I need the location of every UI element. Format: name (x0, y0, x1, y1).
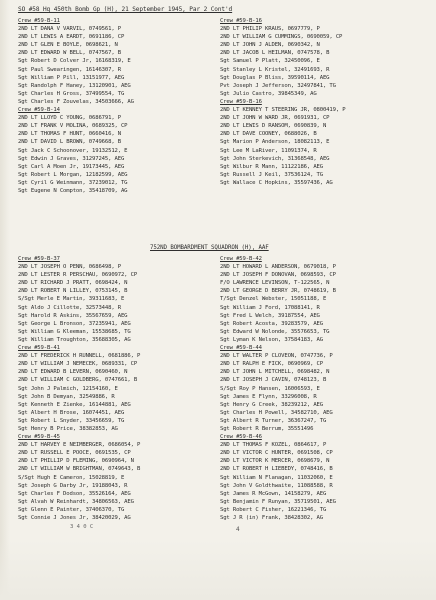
roster-entry: 2ND LT VICTOR C HUNTER, 0691508, CP (220, 450, 333, 457)
roster-entry: S/Sgt Merle E Martin, 39311683, E (18, 296, 125, 303)
roster-entry: 2ND LT PHILIP KRAUS, 0697779, P (220, 26, 320, 33)
roster-entry: 2ND LT VICTOR K MERCER, 0698679, N (220, 458, 330, 465)
roster-entry: Sgt John Sterkevich, 31368548, AEG (220, 155, 330, 162)
roster-entry: Sgt Douglas P Bliss, 39590114, AEG (220, 74, 330, 81)
roster-entry: Sgt Robert L Morgan, 12182599, AEG (18, 171, 128, 178)
roster-entry: Sgt J R (in) Frank, 38428302, AG (220, 515, 323, 521)
roster-entry: Sgt Charles F Zouvelas, 34503666, AG (18, 98, 134, 105)
roster-entry: S/Sgt Roy P Hansen, 16006593, E (220, 385, 320, 392)
roster-entry: Sgt Benjamin F Runyan, 35719501, AEG (220, 498, 336, 505)
stamp-mark: 3 4 0 C (70, 524, 94, 530)
roster-entry: Sgt Eugene N Compton, 35418709, AG (18, 187, 128, 194)
crew-heading: Crew #59-B-41 (18, 345, 60, 352)
crew-heading: Crew #59-B-16 (220, 98, 262, 105)
roster-entry: Sgt Robert D Colver Jr, 16168319, E (18, 58, 131, 65)
roster-entry: Sgt Samuel P Platt, 32450096, E (220, 58, 320, 65)
roster-entry: Sgt Charles F Dodson, 35526164, AEG (18, 490, 131, 497)
roster-entry: 2ND LT GLEN E BOYLE, 0698621, N (18, 42, 118, 49)
roster-entry: Sgt Marion P Anderson, 18082113, E (220, 139, 330, 146)
roster-entry: T/Sgt Denzel Webster, 15051188, E (220, 296, 327, 303)
left-column-top (18, 17, 214, 195)
squadron-title: 752ND BOMBARDMENT SQUADRON (H), AAF (150, 245, 269, 251)
roster-entry: Sgt Alvah W Reinhardt, 34806563, AEG (18, 498, 134, 505)
roster-entry: 2ND LT LLOYD C YOUNG, 0686791, P (18, 115, 121, 122)
crew-heading: Crew #59-B-37 (18, 256, 60, 262)
roster-entry: Sgt Aldo J Cillotte, 32573448, R (18, 304, 121, 311)
roster-entry: Sgt James R McGown, 14158279, AEG (220, 490, 327, 497)
roster-entry: 2ND LT RALPH E FICK, 0690969, CP (220, 361, 323, 368)
right-column-bottom (220, 255, 416, 522)
roster-entry: Sgt Robert Acosta, 39283579, AEG (220, 320, 323, 327)
roster-entry: 2ND LT JOSEPH F DONOVAN, 0698593, CP (220, 272, 336, 279)
roster-entry: Sgt William N Flanagan, 11032060, E (220, 474, 333, 481)
roster-entry: 2ND LT WILLIAM C GOLDBERG, 0747661, B (18, 377, 138, 384)
document-header: SO #58 Hq 450th Bomb Gp (H), 21 September 1945, Par 2 Cont'd (18, 6, 233, 13)
left-column-bottom (18, 255, 214, 522)
roster-entry: 2ND LT ROBERT N LILLEY, 0753145, B (18, 288, 128, 295)
roster-entry: Sgt Albert R Turner, 36367247, TG (220, 417, 327, 424)
roster-entry: 2ND LT JOSEPH J CAVIN, 0748123, B (220, 377, 327, 384)
roster-entry: Sgt Randolph F Haney, 13120901, AEG (18, 82, 131, 89)
roster-entry: Sgt George L Bronson, 37235941, AEG (18, 320, 131, 327)
roster-entry: 2ND LT WILLIAM W BRIGHTMAN, 0749643, B (18, 466, 141, 473)
roster-entry: 2ND LT LEWIS D RANSOM, 0690839, N (220, 123, 327, 130)
roster-entry: Sgt John B Demyan, 32549886, R (18, 393, 115, 400)
crew-heading: Crew #59-B-11 (18, 18, 60, 24)
roster-entry: 2ND LT JACOB L HEILMAN, 0747578, B (220, 50, 330, 57)
roster-entry: 2ND LT WALTER P CLOVEON, 0747736, P (220, 353, 333, 360)
roster-entry: Sgt Glenn E Painter, 37406370, TG (18, 506, 125, 513)
crew-heading: Crew #59-B-16 (220, 18, 262, 24)
roster-entry: 2ND LT ROBERT H LIEBEDY, 0748416, B (220, 466, 333, 473)
roster-entry: 2ND LT DANA V VARVIL, 0749561, P (18, 26, 121, 33)
roster-entry: F/O LAWRENCE LEVINSON, T-122565, N (220, 280, 330, 287)
roster-entry: Sgt Kenneth E Zienke, 16144881, AEG (18, 401, 131, 408)
roster-entry: Sgt John J Palmich, 12154160, E (18, 385, 118, 392)
roster-entry: Sgt Wilbur R Mann, 11122186, AEG (220, 163, 323, 170)
roster-entry: 2ND LT DAVID L BROWN, 0749668, B (18, 139, 121, 146)
roster-entry: Sgt Joseph G Darby Jr, 19188043, R (18, 482, 128, 489)
roster-entry: 2ND LT LESTER R PERSCHAU, 0690972, CP (18, 272, 138, 279)
page-number: 4 (236, 526, 240, 533)
roster-entry: Sgt Henry G Creek, 38239212, AEG (220, 401, 323, 408)
roster-entry: Sgt Lee M LaRiver, 11091374, R (220, 147, 317, 154)
roster-entry: Sgt John V Goldthwaite, 11088588, R (220, 482, 333, 489)
roster-entry: Sgt Albert H Brose, 16074451, AEG (18, 409, 125, 416)
roster-entry: Sgt Robert C Fisher, 16221346, TG (220, 506, 327, 513)
page-bottom-shade (0, 540, 436, 600)
roster-entry: Sgt William Troughton, 35688305, AG (18, 336, 131, 343)
roster-entry: 2ND LT JOHN J ALDEN, 0690342, N (220, 42, 320, 49)
right-column-top (220, 17, 416, 187)
roster-entry: Sgt Lyman K Nelson, 37584183, AG (220, 336, 323, 343)
roster-entry: Pvt Joseph J Jefferson, 32497841, TG (220, 82, 336, 89)
roster-entry: 2ND LT JOHN L MITCHELL, 0698482, N (220, 369, 330, 376)
roster-entry: Sgt William P Pill, 13151977, AEG (18, 74, 125, 81)
roster-entry: 2ND LT THOMAS F HUNT, 0660416, N (18, 131, 121, 138)
roster-entry: 2ND LT EDWARD B LEVERN, 0690460, N (18, 369, 128, 376)
roster-entry: Sgt Robert L Snyder, 33456659, TG (18, 417, 125, 424)
roster-entry: 2ND LT HOWARD L ANDERSON, 0679018, P (220, 264, 336, 271)
roster-entry: 2ND LT DAVE COONEY, 0688026, B (220, 131, 317, 138)
roster-entry: 2ND LT KENNEY T STEERING JR, 0800419, P (220, 107, 346, 114)
roster-entry: Sgt Paul Swearingen, 16146307, R (18, 66, 121, 73)
roster-entry: Sgt James E Flynn, 33296008, R (220, 393, 317, 400)
roster-entry: Sgt Cyril G Weinmann, 37239012, TG (18, 179, 128, 186)
roster-entry: Sgt Charles H Gross, 37499554, TG (18, 90, 125, 97)
roster-entry: 2ND LT WILLIAM J NEMECEK, 0689331, CP (18, 361, 138, 368)
roster-entry: 2ND LT FREDERICK H RUNNELL, 0681886, P (18, 353, 141, 360)
roster-entry: Sgt William G Kleeman, 15538685, TG (18, 328, 131, 335)
roster-entry: Sgt Carl A Moen Jr, 19173445, AEG (18, 163, 125, 170)
roster-entry: Sgt Connie J Jones Jr, 38420029, AG (18, 515, 131, 521)
roster-entry: Sgt Charles H Powell, 34582710, AEG (220, 409, 333, 416)
roster-entry: 2ND LT EDWARD W BELL, 0747567, B (18, 50, 121, 57)
roster-entry: S/Sgt Hugh E Cameron, 15028819, E (18, 474, 125, 481)
roster-entry: Sgt Russell J Keil, 37536124, TG (220, 171, 323, 178)
scan-edge-shadow (0, 0, 10, 600)
roster-entry: 2ND LT LEWIS A EARDT, 0691186, CP (18, 34, 125, 41)
roster-entry: Sgt Robert R Berrum, 35551496 (220, 425, 314, 432)
roster-entry: Sgt Jack C Schoonover, 19132512, E (18, 147, 128, 154)
roster-entry: 2ND LT WILLIAM G CUMMINGS, 0690059, CP (220, 34, 343, 41)
roster-entry: 2ND LT JOHN W WARD JR, 0691931, CP (220, 115, 330, 122)
roster-entry: Sgt Wallace C Hopkins, 35597436, AG (220, 179, 333, 186)
crew-heading: Crew #59-B-45 (18, 434, 60, 441)
roster-entry: 2ND LT FRANK V MOLINA, 0689325, CP (18, 123, 128, 130)
roster-entry: 2ND LT JOSEPH O PENN, 0686498, P (18, 264, 121, 271)
roster-entry: Sgt Fred L Welch, 39187554, AEG (220, 312, 320, 319)
roster-entry: 2ND LT THOMAS F KOZEL, 0864617, P (220, 442, 327, 449)
roster-entry: Sgt Julio Castro, 39845349, AG (220, 90, 317, 97)
roster-entry: 2ND LT PHILLIP D FLEMING, 0690964, N (18, 458, 134, 465)
crew-heading: Crew #59-B-46 (220, 434, 262, 441)
roster-entry: 2ND LT RICHARD J PRATT, 0698424, N (18, 280, 128, 287)
roster-entry: Sgt Harold R Askins, 35567659, AEG (18, 312, 128, 319)
crew-heading: Crew #59-B-14 (18, 107, 60, 114)
roster-entry: Sgt Edwin J Graves, 31297245, AEG (18, 155, 125, 162)
roster-entry: 2ND LT GEORGE D BERRY JR, 0748619, B (220, 288, 336, 295)
crew-heading: Crew #59-B-42 (220, 256, 262, 262)
crew-heading: Crew #59-B-44 (220, 345, 262, 352)
roster-entry: 2ND LT RUSSELL E POOCE, 0691535, CP (18, 450, 131, 457)
roster-entry: Sgt Stanley L Kristel, 32491693, R (220, 66, 330, 73)
roster-entry: Sgt Henry B Price, 38382853, AG (18, 425, 118, 432)
roster-entry: 2ND LT HARVEY E NEIMBERGER, 0686054, P (18, 442, 141, 449)
roster-entry: Sgt Edward W Nolonde, 35576653, TG (220, 328, 330, 335)
roster-entry: Sgt William J Ford, 17088141, R (220, 304, 320, 311)
